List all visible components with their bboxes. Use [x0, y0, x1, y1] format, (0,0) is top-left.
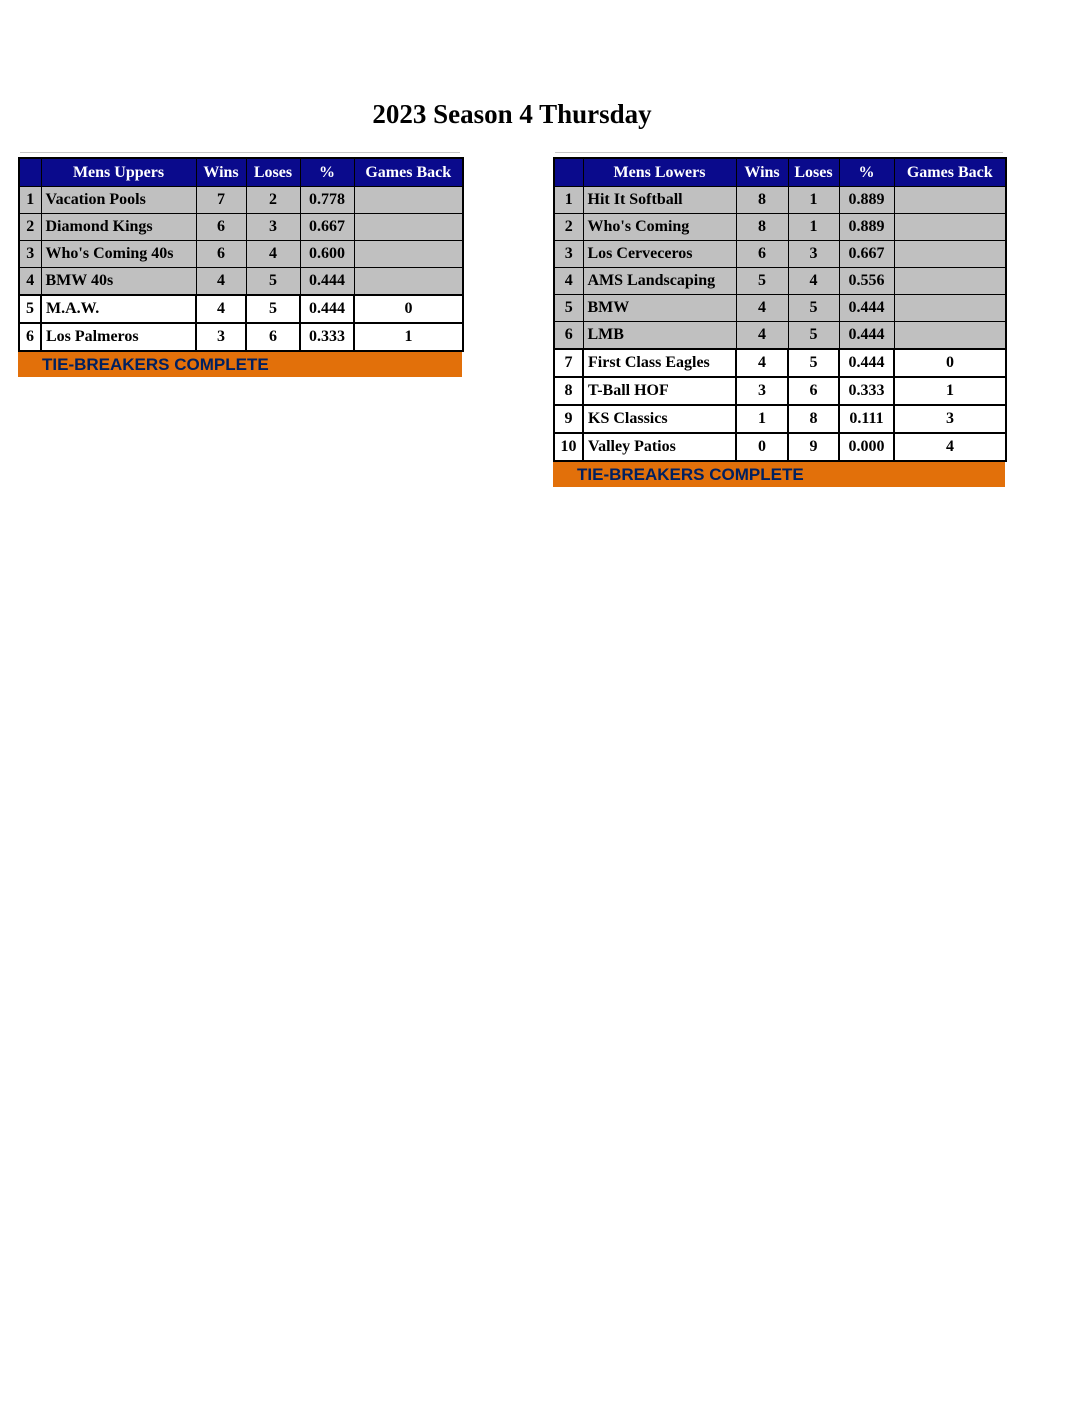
team-cell: Vacation Pools: [41, 187, 196, 214]
wins-cell: 4: [736, 295, 788, 322]
table-row: [554, 295, 1006, 322]
col-header-games-back: Games Back: [354, 158, 463, 187]
wins-cell: 0: [736, 433, 788, 461]
col-header-pct: %: [300, 158, 354, 187]
games-back-cell: [894, 187, 1006, 214]
pct-cell: 0.333: [300, 323, 354, 351]
table-row: [19, 323, 463, 351]
rank-cell: 9: [554, 405, 583, 433]
wins-cell: 4: [196, 295, 246, 323]
tie-breakers-banner: TIE-BREAKERS COMPLETE: [18, 352, 462, 377]
team-cell: Who's Coming: [583, 214, 736, 241]
loses-cell: 9: [788, 433, 839, 461]
standings-table-mens-uppers: [18, 157, 462, 377]
rank-cell: 6: [554, 322, 583, 350]
team-cell: M.A.W.: [41, 295, 196, 323]
games-back-cell: 4: [894, 433, 1006, 461]
col-header-wins: Wins: [736, 158, 788, 187]
table-row: [554, 405, 1006, 433]
loses-cell: 6: [246, 323, 300, 351]
pct-cell: 0.778: [300, 187, 354, 214]
rank-cell: 4: [19, 268, 41, 296]
col-header-division: Mens Lowers: [583, 158, 736, 187]
table-topline: [555, 152, 1003, 153]
team-cell: KS Classics: [583, 405, 736, 433]
games-back-cell: 1: [894, 377, 1006, 405]
pct-cell: 0.444: [839, 349, 894, 377]
wins-cell: 3: [736, 377, 788, 405]
wins-cell: 4: [196, 268, 246, 296]
team-cell: LMB: [583, 322, 736, 350]
wins-cell: 5: [736, 268, 788, 295]
pct-cell: 0.000: [839, 433, 894, 461]
rank-cell: 7: [554, 349, 583, 377]
games-back-cell: [354, 268, 463, 296]
pct-cell: 0.889: [839, 214, 894, 241]
col-header-loses: Loses: [246, 158, 300, 187]
header-row: [554, 158, 1006, 187]
standings-table-mens-lowers: [553, 157, 1005, 487]
team-cell: BMW 40s: [41, 268, 196, 296]
pct-cell: 0.667: [839, 241, 894, 268]
wins-cell: 8: [736, 214, 788, 241]
games-back-cell: [894, 295, 1006, 322]
loses-cell: 2: [246, 187, 300, 214]
games-back-cell: [354, 241, 463, 268]
table-row: [554, 433, 1006, 461]
team-cell: BMW: [583, 295, 736, 322]
loses-cell: 5: [246, 295, 300, 323]
pct-cell: 0.111: [839, 405, 894, 433]
table-topline: [20, 152, 460, 153]
games-back-cell: [354, 214, 463, 241]
col-header-games-back: Games Back: [894, 158, 1006, 187]
games-back-cell: 1: [354, 323, 463, 351]
pct-cell: 0.600: [300, 241, 354, 268]
rank-cell: 6: [19, 323, 41, 351]
loses-cell: 3: [788, 241, 839, 268]
games-back-cell: [354, 187, 463, 214]
table-row: [554, 322, 1006, 350]
pct-cell: 0.444: [839, 322, 894, 350]
table-row: [554, 268, 1006, 295]
table-row: [554, 187, 1006, 214]
team-cell: Diamond Kings: [41, 214, 196, 241]
team-cell: AMS Landscaping: [583, 268, 736, 295]
wins-cell: 8: [736, 187, 788, 214]
team-cell: Hit It Softball: [583, 187, 736, 214]
team-cell: First Class Eagles: [583, 349, 736, 377]
loses-cell: 5: [788, 295, 839, 322]
wins-cell: 4: [736, 349, 788, 377]
team-cell: Los Cerveceros: [583, 241, 736, 268]
loses-cell: 1: [788, 187, 839, 214]
games-back-cell: 3: [894, 405, 1006, 433]
games-back-cell: [894, 322, 1006, 350]
wins-cell: 3: [196, 323, 246, 351]
loses-cell: 3: [246, 214, 300, 241]
table-row: [554, 377, 1006, 405]
wins-cell: 1: [736, 405, 788, 433]
rank-cell: 5: [19, 295, 41, 323]
col-header-rank: [554, 158, 583, 187]
pct-cell: 0.889: [839, 187, 894, 214]
table-row: [554, 214, 1006, 241]
loses-cell: 5: [246, 268, 300, 296]
loses-cell: 4: [788, 268, 839, 295]
wins-cell: 6: [736, 241, 788, 268]
col-header-rank: [19, 158, 41, 187]
col-header-division: Mens Uppers: [41, 158, 196, 187]
pct-cell: 0.333: [839, 377, 894, 405]
loses-cell: 6: [788, 377, 839, 405]
col-header-loses: Loses: [788, 158, 839, 187]
wins-cell: 4: [736, 322, 788, 350]
table-row: [19, 187, 463, 214]
table-row: [19, 268, 463, 296]
pct-cell: 0.667: [300, 214, 354, 241]
rank-cell: 1: [19, 187, 41, 214]
rank-cell: 2: [554, 214, 583, 241]
games-back-cell: [894, 214, 1006, 241]
table-row: [554, 349, 1006, 377]
loses-cell: 5: [788, 322, 839, 350]
loses-cell: 4: [246, 241, 300, 268]
rank-cell: 10: [554, 433, 583, 461]
mens-uppers-table: [18, 157, 464, 352]
pct-cell: 0.444: [839, 295, 894, 322]
wins-cell: 6: [196, 214, 246, 241]
rank-cell: 5: [554, 295, 583, 322]
page-title: 2023 Season 4 Thursday: [372, 99, 652, 129]
loses-cell: 8: [788, 405, 839, 433]
tie-breakers-banner: TIE-BREAKERS COMPLETE: [553, 462, 1005, 487]
rank-cell: 3: [19, 241, 41, 268]
table-row: [19, 295, 463, 323]
col-header-wins: Wins: [196, 158, 246, 187]
games-back-cell: [894, 241, 1006, 268]
games-back-cell: 0: [354, 295, 463, 323]
table-row: [19, 241, 463, 268]
rank-cell: 1: [554, 187, 583, 214]
table-row: [554, 241, 1006, 268]
col-header-pct: %: [839, 158, 894, 187]
rank-cell: 2: [19, 214, 41, 241]
team-cell: Valley Patios: [583, 433, 736, 461]
wins-cell: 7: [196, 187, 246, 214]
pct-cell: 0.444: [300, 268, 354, 296]
loses-cell: 1: [788, 214, 839, 241]
header-row: [19, 158, 463, 187]
pct-cell: 0.556: [839, 268, 894, 295]
team-cell: T-Ball HOF: [583, 377, 736, 405]
rank-cell: 4: [554, 268, 583, 295]
mens-lowers-table: [553, 157, 1007, 462]
team-cell: Los Palmeros: [41, 323, 196, 351]
games-back-cell: [894, 268, 1006, 295]
pct-cell: 0.444: [300, 295, 354, 323]
wins-cell: 6: [196, 241, 246, 268]
loses-cell: 5: [788, 349, 839, 377]
team-cell: Who's Coming 40s: [41, 241, 196, 268]
rank-cell: 3: [554, 241, 583, 268]
table-row: [19, 214, 463, 241]
games-back-cell: 0: [894, 349, 1006, 377]
rank-cell: 8: [554, 377, 583, 405]
